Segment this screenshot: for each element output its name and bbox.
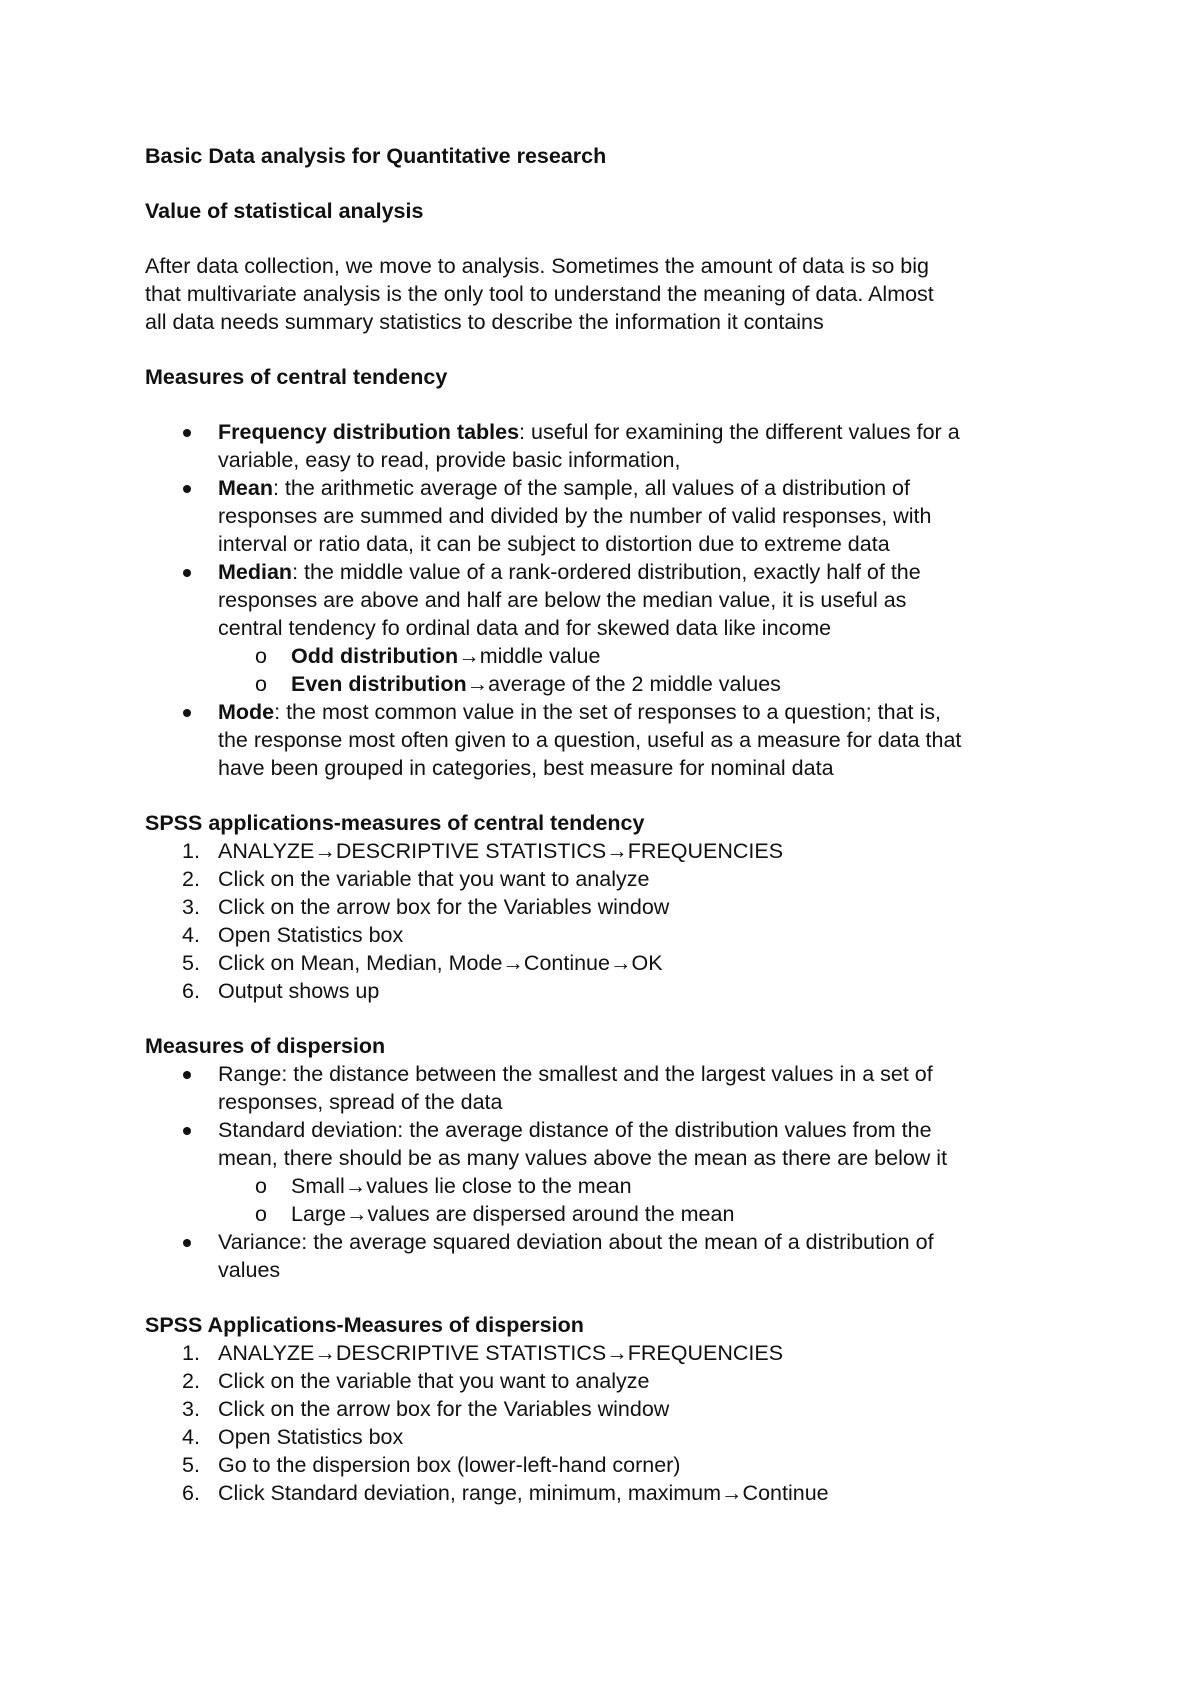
sub-odd: o Odd distribution→middle value [255,644,601,668]
term-mean: Mean [218,476,273,500]
arrow-icon: → [458,644,480,668]
sub-large: o Large→values are dispersed around the mean [255,1202,735,1226]
step-item: 4. Open Statistics box [182,923,404,947]
step-item: 1. ANALYZE→DESCRIPTIVE STATISTICS→FREQUENCIES [182,839,784,863]
dispersion-heading: Measures of dispersion [145,1034,386,1058]
bullet-dot [183,429,191,437]
step-item: 3. Click on the arrow box for the Variables window [182,1397,670,1421]
document-page [145,142,1075,1507]
central-heading: Measures of central tendency [145,365,448,389]
bullet-dot [183,485,191,493]
value-line-1: After data collection, we move to analysis. Sometimes the amount of data is so big [145,254,929,278]
term-median: Median [218,560,293,584]
step-item: 4. Open Statistics box [182,1425,404,1449]
term-mode: Mode [218,700,275,724]
bullet-standard-deviation: Standard deviation: the average distance of the distribution values from the mean, there should be as many values above the mean as there are below it [145,1116,1075,1172]
bullet-dot [183,709,191,717]
step-item: 5. Click on Mean, Median, Mode→Continue→OK [182,951,663,975]
sub-marker: o [255,1174,267,1198]
bullet-median: Median: the middle value of a rank-ordered distribution, exactly half of the responses are above and half are below the median value, it is useful as central tendency fo ordinal data and for skewed data like income [145,558,1075,642]
bullet-dot [183,1127,191,1135]
step-item: 3. Click on the arrow box for the Variables window [182,895,670,919]
sub-even: o Even distribution→average of the 2 middle values [255,672,781,696]
sub-marker: o [255,644,267,668]
step-item: 5. Go to the dispersion box (lower-left-hand corner) [182,1453,681,1477]
bullet-variance: Variance: the average squared deviation about the mean of a distribution of values [145,1228,1075,1284]
step-item: 6. Click Standard deviation, range, minimum, maximum→Continue [182,1481,829,1505]
step-item: 1. ANALYZE→DESCRIPTIVE STATISTICS→FREQUENCIES [182,1341,784,1365]
bullet-dot [183,1239,191,1247]
bullet-range: Range: the distance between the smallest and the largest values in a set of responses, spread of the data [145,1060,1075,1116]
value-line-2: that multivariate analysis is the only tool to understand the meaning of data. Almost [145,282,934,306]
arrow-icon: → [466,672,489,696]
term-frequency: Frequency distribution tables [218,420,520,444]
step-item: 2. Click on the variable that you want to analyze [182,1369,650,1393]
bullet-mode: Mode: the most common value in the set of responses to a question; that is, the response most often given to a question, useful as a measure for data that have been grouped in categories, best measure for nominal data [145,698,1075,782]
sub-small: o Small→values lie close to the mean [255,1174,632,1198]
sub-marker: o [255,1202,267,1226]
bullet-mean: Mean: the arithmetic average of the sample, all values of a distribution of responses are summed and divided by the number of valid responses, with interval or ratio data, it can be subject to distortion due to extreme data [145,474,1075,558]
step-item: 6. Output shows up [182,979,380,1003]
step-item: 2. Click on the variable that you want to analyze [182,867,650,891]
bullet-dot [183,569,191,577]
bullet-dot [183,1071,191,1079]
sub-marker: o [255,672,267,696]
value-heading: Value of statistical analysis [145,199,424,223]
spss-dispersion-heading: SPSS Applications-Measures of dispersion [145,1313,584,1337]
value-line-3: all data needs summary statistics to describe the information it contains [145,310,824,334]
spss-central-heading: SPSS applications-measures of central tendency [145,811,645,835]
bullet-frequency: Frequency distribution tables: useful for examining the different values for a variable, easy to read, provide basic information, [145,418,1075,474]
document-title: Basic Data analysis for Quantitative research [145,144,607,168]
